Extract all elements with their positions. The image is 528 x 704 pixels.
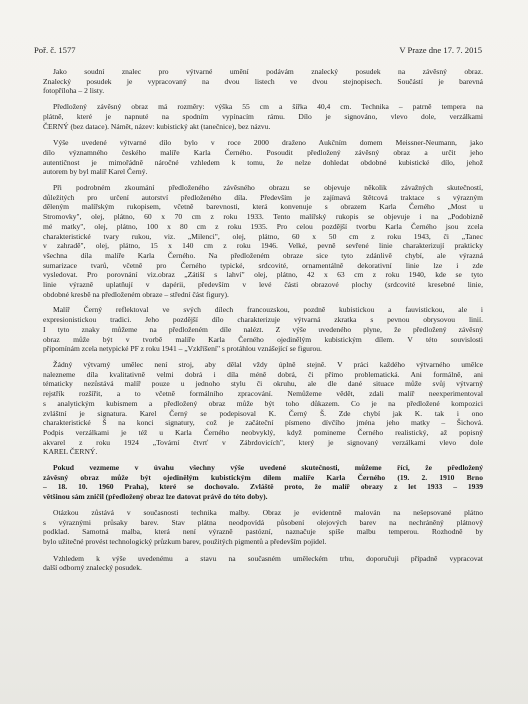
text-line: ČERNÝ (bez datace). Námět, název: kubistický akt (tanečnice), bez názvu. [43, 121, 271, 131]
text-line: Pokud vezmeme v úvahu všechny výše uvedené skutečnosti, můžeme říci, že předložený [53, 463, 483, 473]
text-line: připomínám zcela netypické PF z roku 1941 – „Vzkříšení" s protáhlou vznášející se figurou. [43, 344, 322, 354]
text-line: charakteristické tvary rukou, viz. „Milenci", olej, plátno, 60 x 50 cm z roku 1943, či „Tanec [43, 231, 483, 241]
document-header [34, 45, 482, 57]
text-line: Stromovky", olej, plátno, 60 x 70 cm z roku 1933. Tento malířský rukopis se objevuje i na „Podobizně [43, 212, 483, 222]
text-line: v zahradě", olej, plátno, 15 x 140 cm z roku 1946. Velké, pevně sevřené linie charakterizují prakticky [43, 241, 483, 251]
text-line: Malíř Černý reflektoval ve svých dílech francouzskou, pozdně kubistickou a fauvistickou, ale i [53, 305, 483, 315]
text-line: obdobné kresbě na předloženém obraze – střední část figury). [43, 289, 229, 299]
paragraph [43, 360, 483, 457]
paragraph [43, 305, 483, 354]
text-line: expresionistickou tradici. Jeho pozdější dílo charakterizuje výtvarná zkratka s pevnou obrysovou linií. [43, 315, 483, 325]
paragraph [43, 67, 483, 96]
text-line: sumarizace tvarů, včetně pro Černého typické, srdcovité, ornamentálně dekorativní linie lze i zde [43, 260, 483, 270]
text-line: Výše uvedené výtvarné dílo bylo v roce 2000 draženo Aukčním domem Meissner-Neumann, jako [53, 138, 483, 148]
text-line: vysledovat. Pro porovnání viz.obraz „Zátiší s lahví" olej, plátno, 42 x 63 cm z roku 1940, kde se tyto [43, 270, 483, 280]
text-line: nalezneme díla kvalitativně velmi dobrá i díla méně dobrá, či přímo problematická. Ani formálně, ani [43, 369, 483, 379]
text-line: většinou sám zničil (předložený obraz lze datovat právě do této doby). [43, 492, 268, 502]
text-line: Znalecký posudek je vypracovaný na dvou listech ve dvou stejnopisech. Součástí je barevná [43, 76, 483, 86]
text-line: důležitých pro určení autorství předloženého díla. Především je zajímavá štětcová traktace s výrazným [43, 192, 483, 202]
text-line: autentičnost je mimořádně náročné vzhledem k tomu, že nelze dohledat obdobné kubistické dílo, jehož [43, 157, 483, 167]
conclusion-paragraph [43, 463, 483, 502]
text-line: s výraznými průsaky barev. Stav plátna neodpovídá působení olejových barev na nechráněný plátnový [43, 517, 483, 527]
text-line: děleným malířským rukopisem, včetně barevnosti, která konvenuje s obrazem Karla Černého „Most u [43, 202, 483, 212]
text-line: závěsný obraz může být ojedinělým kubistickým dílem malíře Karla Černého (19. 2. 1910 Brno [43, 472, 483, 482]
text-line: I tyto znaky můžeme na předloženém díle nalézt. Z výše uvedeného plyne, že předložený závěsný [43, 324, 483, 334]
text-line: všechna díla malíře Karla Černého. Na předloženém obraze sice tyto zdánlivě chybí, ale výrazná [43, 250, 483, 260]
text-line: charakteristické Š na konci signatury, což je začáteční písmeno dívčího jména jeho matky – Šichová. [43, 418, 483, 428]
text-line: Vzhledem k výše uvedenému a stavu na současném uměleckém trhu, doporučuji případně vypracovat [53, 553, 483, 563]
text-line: podklad. Samotná malba, která není výrazně pastózní, naznačuje spíše malbu temperou. Rozhodně by [43, 527, 483, 537]
text-line: dílo významného českého malíře Karla Černého. Posoudit předložený závěsný obraz a určit jeho [43, 147, 483, 157]
text-line: tématicky nezůstává malíř pouze u jednoho stylu či okruhu, ale dle dané situace může svůj výtvarný [43, 379, 483, 389]
paragraph [43, 554, 483, 573]
text-line: Předložený závěsný obraz má rozměry: výška 55 cm a šířka 40,4 cm. Technika – patrně tempera na [53, 102, 483, 112]
text-line: Jako soudní znalec pro výtvarné umění podávám znalecký posudek na závěsný obraz. [53, 67, 483, 76]
paragraph [43, 102, 483, 131]
text-line: s analytickým kubismem a předložený obraz může být toho důkazem. Co je na předložené kompozici [43, 398, 483, 408]
text-line: Podpis verzálkami je též u Karla Černého neobvyklý, když pomineme Černého realistický, až popisný [43, 427, 483, 437]
text-line: bylo užitečné provést technologický průzkum barev, použitých pigmentů a především pojidel. [43, 536, 327, 546]
text-line: mé matky", olej, plátno, 100 x 80 cm z roku 1935. Pro celou pozdější tvorbu Karla Černého jsou zcela [43, 221, 483, 231]
document-date: V Praze dne 17. 7. 2015 [399, 45, 482, 55]
paragraph [43, 508, 483, 547]
text-line: plátně, které je napnuté na spodním vypínacím rámu. Dílo je signováno, vlevo dole, verzálkami [43, 111, 483, 121]
text-line: fotopříloha – 2 listy. [43, 86, 105, 96]
text-line: autorem by byl malíř Karel Černý. [43, 167, 148, 177]
text-line: Při podrobném zkoumání předloženého závěsného obrazu se objevuje několik závažných skutečností, [53, 183, 483, 193]
text-line: KAREL ČERNÝ. [43, 447, 98, 457]
text-line: Žádný výtvarný umělec není stroj, aby dělal vždy úplně stejně. V práci každého výtvarného umělce [53, 359, 483, 369]
text-line: – 18. 10. 1960 Praha), které se dochovalo. Zvláště proto, že malíř obrazy z let 1933 – 1939 [43, 482, 483, 492]
text-line: akvarel z roku 1924 „Tovární čtvrť v Zábrdovicích", který je signovaný verzálkami vlevo dole [43, 437, 483, 447]
text-line: zvláštní je signatura. Karel Černý se podepisoval K. Černý Š. Zde chybí jak K. tak i ono [43, 408, 483, 418]
reference-number: Poř. č. 1577 [34, 45, 76, 55]
text-line: rejstřík rozšířit, a to včetně formálního zpracování. Nemůžeme vědět, zdali malíř neexperimentoval [43, 389, 483, 399]
text-line: další odborný znalecký posudek. [43, 563, 142, 573]
paragraph [43, 183, 483, 299]
text-line: Otázkou zůstává v současnosti technika malby. Obraz je evidentně malován na nešepsované plátno [53, 507, 483, 517]
document-body [43, 67, 483, 573]
text-line: obraz může být v tvorbě malíře Karla Černého ojedinělým kubistickým dílem. V této souvislosti [43, 334, 483, 344]
text-line: linie výrazně uplatňují v dapérii, především v levé části obrazové plochy (srdcovité kresebné linie, [43, 280, 483, 290]
paragraph [43, 138, 483, 177]
